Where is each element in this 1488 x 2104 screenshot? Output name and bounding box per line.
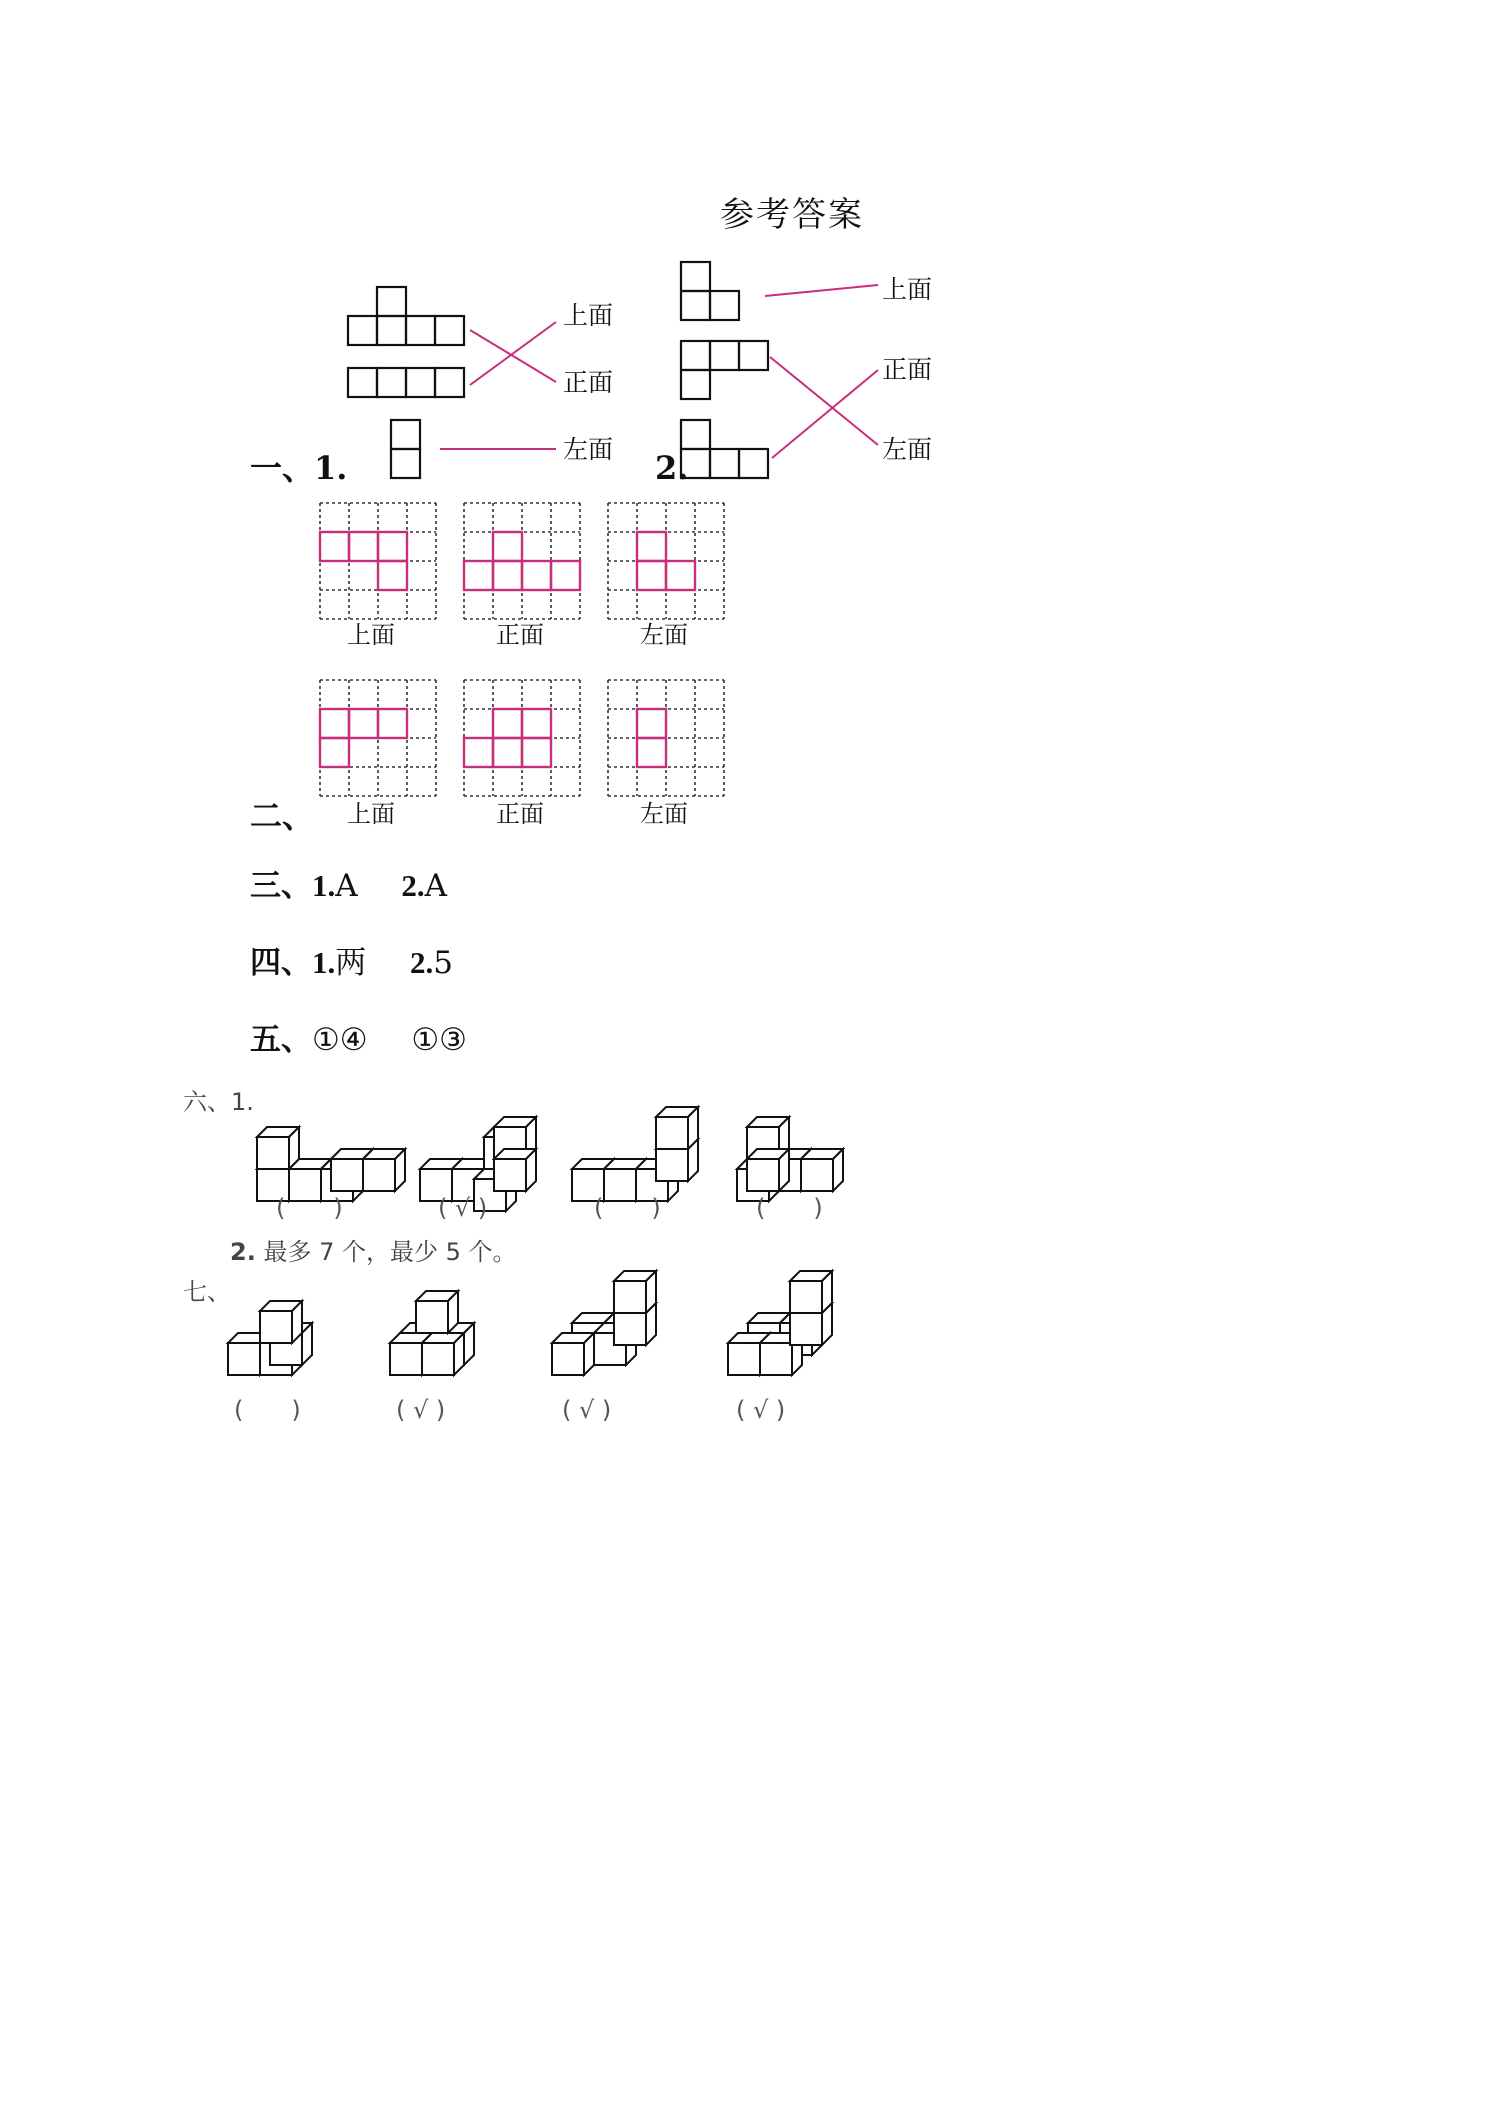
section-5-answers: 五、①④ ①③ (250, 1022, 467, 1058)
section-1-q1-label-top: 上面 (563, 301, 614, 330)
grid-row1-label-front: 正面 (496, 621, 544, 649)
section-7-choice-3: ( √ ) (562, 1396, 612, 1424)
section-1-q1-label-left: 左面 (563, 435, 614, 464)
section-6-choice-4: ( ) (756, 1194, 823, 1222)
section-3-answers: 三、1.A 2.A (250, 868, 447, 904)
section-1-q2-label-front: 正面 (882, 355, 933, 384)
section-7-choice-2: ( √ ) (396, 1396, 446, 1424)
section-1-q2-label-left: 左面 (882, 435, 933, 464)
section-6-q2: 2. 最多 7 个，最少 5 个。 (230, 1238, 517, 1266)
section-4-answers: 四、1.两 2.5 (250, 945, 453, 981)
grid-row1-label-top: 上面 (347, 621, 395, 649)
section-6-choice-2: ( √ ) (438, 1194, 488, 1222)
section-6-choice-3: ( ) (594, 1194, 661, 1222)
grid-row2-label-front: 正面 (496, 800, 544, 828)
grid-row1-label-left: 左面 (640, 621, 688, 649)
section-1-q2-label-top: 上面 (882, 275, 933, 304)
section-1-marker: 一、1. (250, 449, 348, 487)
section-7-choice-4: ( √ ) (736, 1396, 786, 1424)
section-7-marker: 七、 (183, 1278, 231, 1306)
section-2-marker: 二、 (250, 797, 315, 835)
grid-row2-label-top: 上面 (347, 800, 395, 828)
section-7-choice-1: ( ) (234, 1396, 301, 1424)
section-6-marker: 六、1. (183, 1088, 254, 1116)
grid-row2-label-left: 左面 (640, 800, 688, 828)
section-1-q2-number: 2. (655, 449, 689, 487)
section-6-choice-1: ( ) (276, 1194, 343, 1222)
section-1-q1-label-front: 正面 (563, 368, 614, 397)
page-title: 参考答案 (720, 195, 864, 235)
